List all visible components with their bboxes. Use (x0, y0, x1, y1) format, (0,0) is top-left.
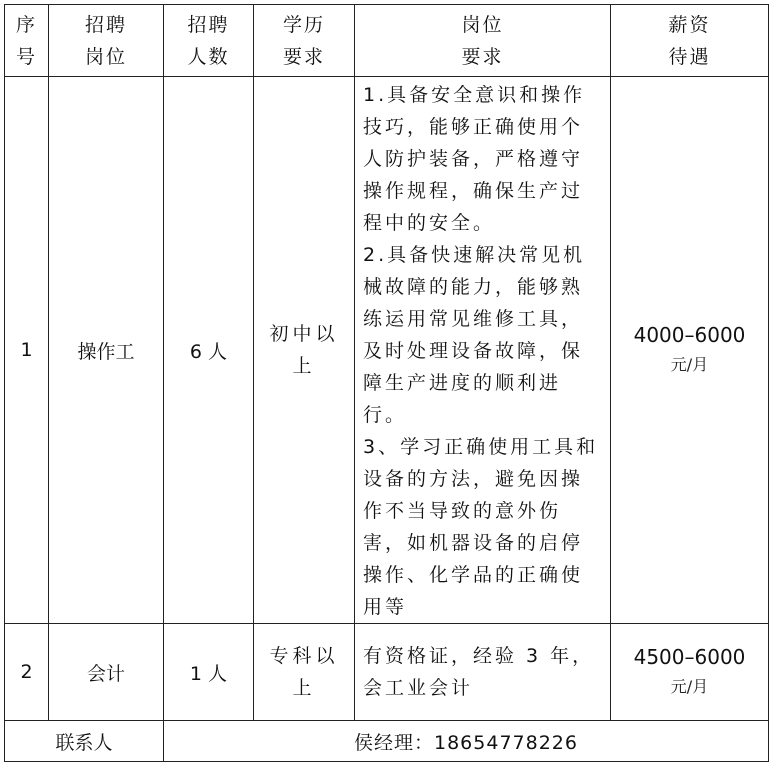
row-count: 1 人 (164, 624, 254, 721)
requirement-item: 3、学习正确使用工具和设备的方法，避免因操作不当导致的意外伤害，如机器设备的启停操作、化学品的正确使用等 (363, 436, 599, 618)
requirement-item: 有资格证，经验 3 年，会工业会计 (363, 645, 595, 699)
table-row (5, 77, 769, 624)
header-requirements: 岗位 要求 (355, 5, 611, 77)
salary-unit: 元/月 (670, 677, 709, 696)
header-education: 学历 要求 (254, 5, 355, 77)
row-no: 2 (5, 624, 49, 721)
row-salary (611, 77, 769, 624)
row-education: 初中以上 (254, 77, 355, 624)
row-position: 操作工 (49, 77, 164, 624)
contact-value: 侯经理：18654778226 (164, 721, 769, 762)
header-position: 招聘 岗位 (49, 5, 164, 77)
contact-row (5, 721, 769, 762)
row-count: 6 人 (164, 77, 254, 624)
salary-range: 4000–6000 (633, 323, 746, 347)
salary-unit: 元/月 (670, 355, 709, 374)
header-salary: 薪资 待遇 (611, 5, 769, 77)
recruitment-table (4, 4, 769, 762)
header-row (5, 5, 769, 77)
table-row (5, 624, 769, 721)
salary-range: 4500–6000 (633, 645, 746, 669)
row-position: 会计 (49, 624, 164, 721)
row-education: 专科以上 (254, 624, 355, 721)
header-count: 招聘 人数 (164, 5, 254, 77)
contact-label: 联系人 (5, 721, 164, 762)
requirement-item: 1.具备安全意识和操作技巧，能够正确使用个人防护装备，严格遵守操作规程，确保生产过程中的安全。 (363, 84, 586, 234)
row-requirements (355, 77, 611, 624)
row-salary (611, 624, 769, 721)
header-no: 序 号 (5, 5, 49, 77)
row-no: 1 (5, 77, 49, 624)
row-requirements (355, 624, 611, 721)
requirement-item: 2.具备快速解决常见机械故障的能力，能够熟练运用常见维修工具，及时处理设备故障，保障生产进度的顺利进行。 (363, 244, 586, 426)
